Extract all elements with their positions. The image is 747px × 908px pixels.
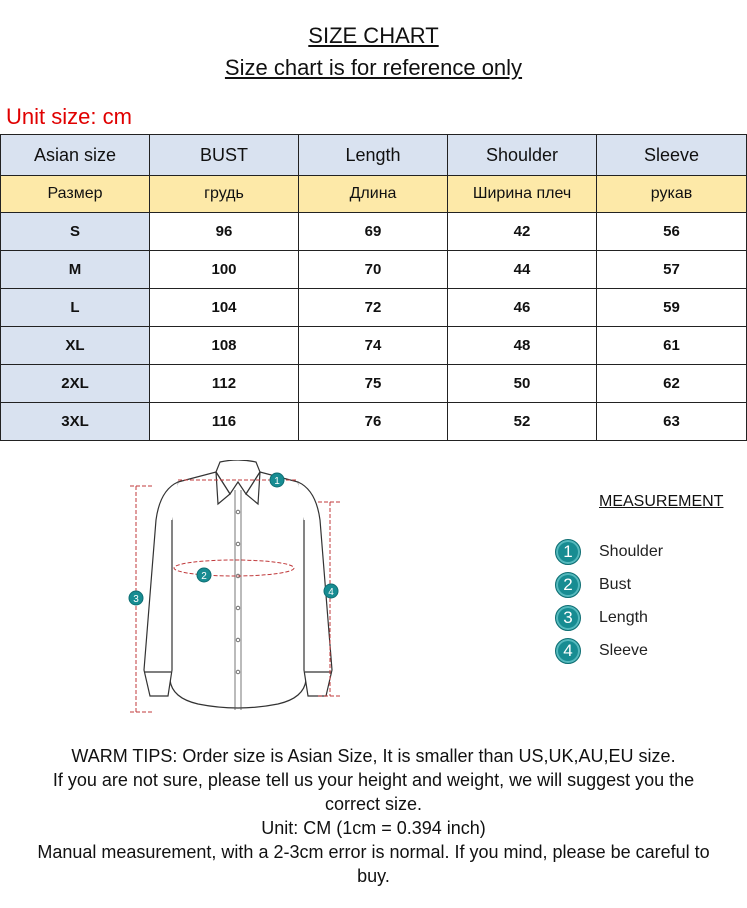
tips-line: correct size. (324, 794, 423, 814)
svg-text:4: 4 (328, 587, 334, 598)
table-cell: 59 (597, 289, 747, 327)
unit-label: Unit size: cm (6, 104, 132, 129)
table-cell: 108 (150, 327, 299, 365)
table-cell: 62 (597, 365, 747, 403)
table-row (1, 251, 747, 289)
table-cell: 70 (299, 251, 448, 289)
table-cell: 104 (150, 289, 299, 327)
size-cell: S (1, 213, 150, 251)
measurement-label: Shoulder (599, 543, 664, 560)
size-cell: XL (1, 327, 150, 365)
table-row (1, 365, 747, 403)
russian-header-cell: Длина (299, 176, 448, 213)
russian-header-cell: грудь (150, 176, 299, 213)
shirt-diagram (118, 460, 358, 725)
marker-2-icon (197, 568, 211, 582)
table-cell: 44 (448, 251, 597, 289)
marker-1-icon (270, 473, 284, 487)
svg-text:1: 1 (274, 476, 280, 487)
table-cell: 69 (299, 213, 448, 251)
svg-text:3: 3 (133, 594, 139, 605)
page-title: SIZE CHART (308, 23, 439, 48)
tips-line: Manual measurement, with a 2-3cm error is normal. If you mind, please be careful to (37, 842, 710, 862)
russian-header-cell: Ширина плеч (448, 176, 597, 213)
number-1-icon: 1 (555, 539, 581, 565)
russian-header-row (1, 176, 747, 213)
table-cell: 56 (597, 213, 747, 251)
table-cell: 61 (597, 327, 747, 365)
header-cell: BUST (150, 135, 299, 176)
tips-line: Unit: CM (1cm = 0.394 inch) (261, 818, 486, 838)
table-row (1, 403, 747, 441)
table-cell: 74 (299, 327, 448, 365)
table-cell: 96 (150, 213, 299, 251)
table-row (1, 327, 747, 365)
number-2-icon: 2 (555, 572, 581, 598)
size-cell: 2XL (1, 365, 150, 403)
marker-3-icon (129, 591, 143, 605)
tips-line: If you are not sure, please tell us your height and weight, we will suggest you the (52, 770, 695, 790)
table-cell: 57 (597, 251, 747, 289)
table-cell: 116 (150, 403, 299, 441)
table-cell: 52 (448, 403, 597, 441)
size-cell: 3XL (1, 403, 150, 441)
table-header-row (1, 135, 747, 176)
russian-header-cell: Размер (1, 176, 150, 213)
table-cell: 46 (448, 289, 597, 327)
page-subtitle: Size chart is for reference only (224, 55, 523, 80)
measurement-title: MEASUREMENT (599, 493, 724, 510)
measurement-item-bust (555, 572, 632, 598)
measurement-item-length (555, 605, 648, 631)
marker-4-icon (324, 584, 338, 598)
table-cell: 75 (299, 365, 448, 403)
table-cell: 100 (150, 251, 299, 289)
header-cell: Length (299, 135, 448, 176)
russian-header-cell: рукав (597, 176, 747, 213)
size-cell: L (1, 289, 150, 327)
size-cell: M (1, 251, 150, 289)
table-row (1, 289, 747, 327)
tips-line: buy. (357, 866, 390, 886)
header-cell: Shoulder (448, 135, 597, 176)
measurement-label: Sleeve (599, 642, 648, 659)
table-cell: 76 (299, 403, 448, 441)
measurement-label: Length (599, 609, 648, 626)
header-cell: Sleeve (597, 135, 747, 176)
table-cell: 50 (448, 365, 597, 403)
table-cell: 72 (299, 289, 448, 327)
number-4-icon: 4 (555, 638, 581, 664)
warm-tips (0, 744, 747, 888)
tips-line: WARM TIPS: Order size is Asian Size, It is smaller than US,UK,AU,EU size. (71, 746, 676, 766)
table-cell: 42 (448, 213, 597, 251)
header-cell: Asian size (1, 135, 150, 176)
measurement-label: Bust (599, 576, 632, 593)
table-row (1, 213, 747, 251)
size-table (0, 134, 747, 441)
measurement-item-sleeve (555, 638, 648, 664)
table-cell: 112 (150, 365, 299, 403)
number-3-icon: 3 (555, 605, 581, 631)
table-cell: 48 (448, 327, 597, 365)
table-cell: 63 (597, 403, 747, 441)
measurement-item-shoulder (555, 539, 664, 565)
svg-text:2: 2 (201, 571, 207, 582)
